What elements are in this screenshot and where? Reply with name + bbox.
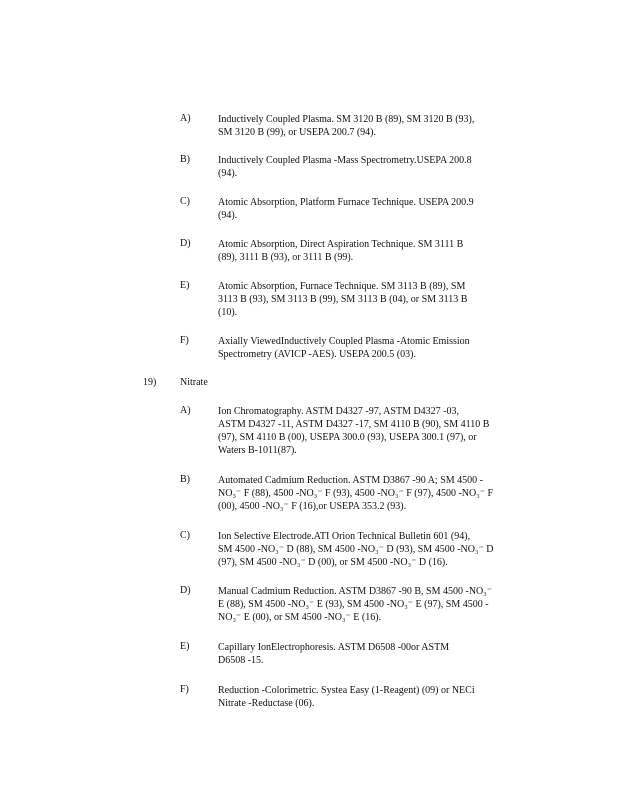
text-line: Atomic Absorption, Platform Furnace Technique. USEPA 200.9 [218,197,474,208]
text-line: Atomic Absorption, Direct Aspiration Technique. SM 3111 B [218,239,464,250]
text-line: (89), 3111 B (93), or 3111 B (99). [218,252,354,263]
item-label: A) [180,405,191,416]
item-label: D) [180,238,191,249]
text-line: Manual Cadmium Reduction. ASTM D3867 -90 B, SM 4500 -NO₃⁻ [218,586,493,597]
text-line: SM 4500 -NO₃⁻ D (88), SM 4500 -NO₃⁻ D (93), SM 4500 -NO₃⁻ D [218,544,494,555]
text-line: Ion Chromatography. ASTM D4327 -97, ASTM D4327 -03, [218,406,460,417]
item-text [218,641,536,667]
text-line: Axially ViewedInductively Coupled Plasma -Atomic Emission [218,336,470,347]
item-text [218,154,536,180]
item-text [218,113,536,139]
item-text [218,530,536,569]
text-line: Atomic Absorption, Furnace Technique. SM 3113 B (89), SM [218,281,466,292]
item-text [218,196,536,222]
item-label: B) [180,474,190,485]
item-label: E) [180,280,190,291]
item-label: F) [180,335,189,346]
item-text [218,405,536,457]
text-line: (94). [218,210,238,221]
text-line: Inductively Coupled Plasma. SM 3120 B (89), SM 3120 B (93), [218,114,475,125]
text-line: NO₃⁻ F (88), 4500 -NO₃⁻ F (93), 4500 -NO₃⁻ F (97), 4500 -NO₃⁻ F [218,488,494,499]
text-line: Waters B-1011(87). [218,445,297,456]
item-text [218,684,536,710]
text-line: Automated Cadmium Reduction. ASTM D3867 -90 A; SM 4500 - [218,475,483,486]
text-line: Capillary IonElectrophoresis. ASTM D6508 -00or ASTM [218,642,450,653]
text-line: E (88), SM 4500 -NO₃⁻ E (93), SM 4500 -NO₃⁻ E (97), SM 4500 - [218,599,489,610]
item-text [218,585,536,624]
text-line: (94). [218,168,238,179]
text-line: Spectrometry (AVICP -AES). USEPA 200.5 (03). [218,349,416,360]
text-line: (97), SM 4500 -NO₃⁻ D (00), or SM 4500 -NO₃⁻ D (16). [218,557,448,568]
text-line: ASTM D4327 -11, ASTM D4327 -17, SM 4110 B (90), SM 4110 B [218,419,490,430]
item-label: A) [180,113,191,124]
section-number: 19) [143,377,157,388]
item-label: C) [180,530,190,541]
item-label: D) [180,585,191,596]
item-text [218,335,536,361]
item-label: F) [180,684,189,695]
text-line: (00), 4500 -NO₃⁻ F (16),or USEPA 353.2 (93). [218,501,407,512]
text-line: 3113 B (93), SM 3113 B (99), SM 3113 B (04), or SM 3113 B [218,294,468,305]
text-line: Nitrate -Reductase (06). [218,698,315,709]
text-line: NO₃⁻ E (00), or SM 4500 -NO₃⁻ E (16). [218,612,382,623]
text-line: D6508 -15. [218,655,264,666]
text-line: SM 3120 B (99), or USEPA 200.7 (94). [218,127,376,138]
text-line: Reduction -Colorimetric. Systea Easy (1-Reagent) (09) or NECi [218,685,475,696]
item-text [218,238,536,264]
text-line: Inductively Coupled Plasma -Mass Spectrometry.USEPA 200.8 [218,155,472,166]
text-line: (10). [218,307,238,318]
item-label: B) [180,154,190,165]
text-line: (97), SM 4110 B (00), USEPA 300.0 (93), USEPA 300.1 (97), or [218,432,477,443]
item-text [218,474,536,513]
item-label: C) [180,196,190,207]
section-title: Nitrate [180,377,208,388]
item-label: E) [180,641,190,652]
item-text [218,280,536,319]
text-line: Ion Selective Electrode.ATI Orion Technical Bulletin 601 (94), [218,531,471,542]
